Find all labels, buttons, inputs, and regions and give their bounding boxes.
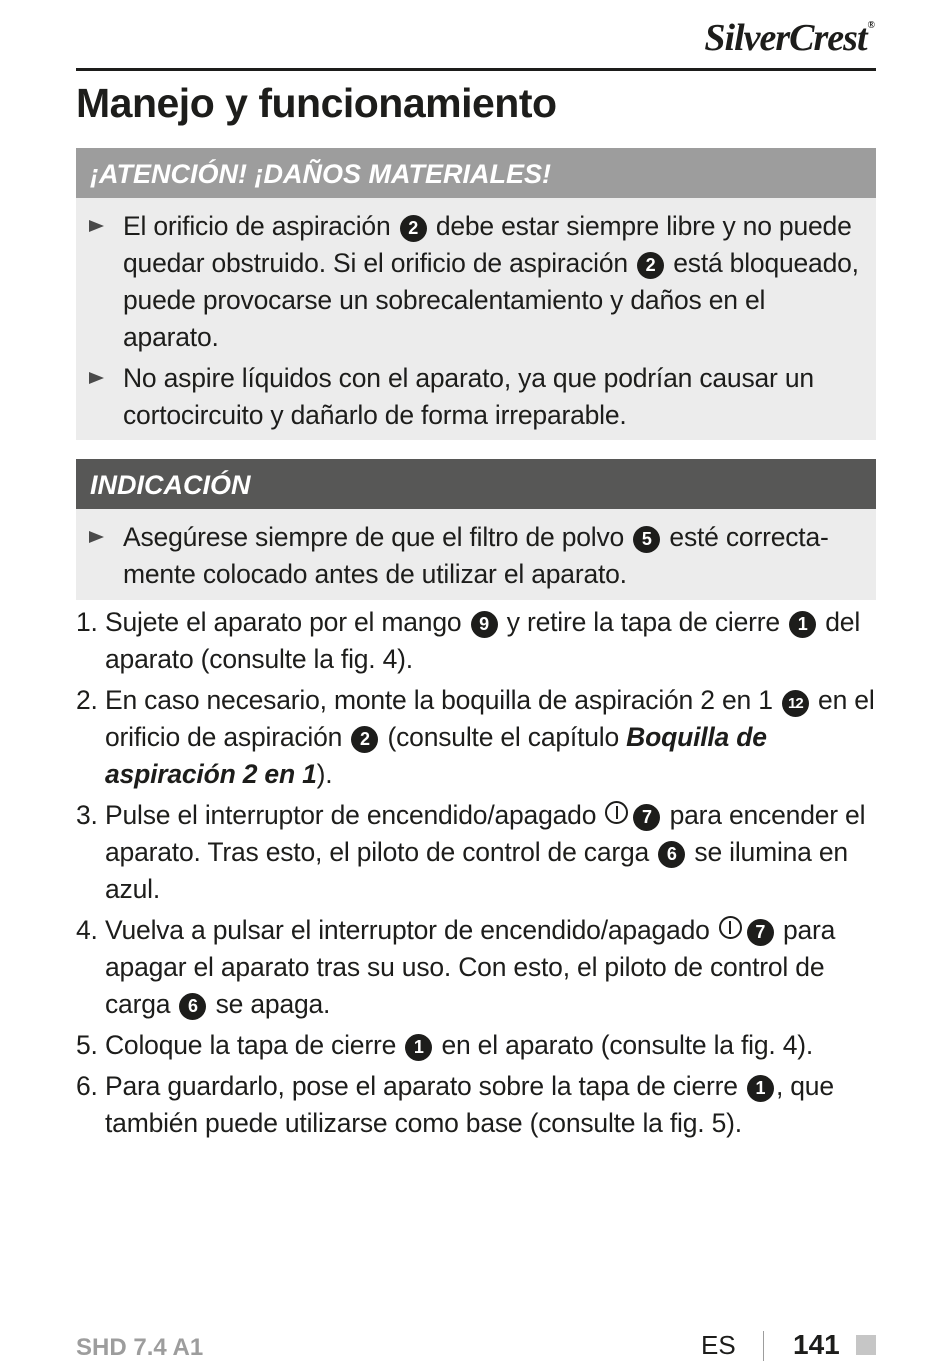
caution-bullet: El orificio de aspiración 2 debe estar siempre libre y no puede quedar obstruido. Si el orificio de aspiración 2 está bloqueado, puede provocarse un sobrecalentamiento y daños en el aparato. — [123, 208, 862, 356]
power-icon — [605, 801, 628, 824]
step-number: 1. — [76, 607, 98, 637]
footer-model: SHD 7.4 A1 — [76, 1334, 204, 1361]
caution-box — [76, 148, 876, 440]
note-box — [76, 459, 876, 600]
part-number-badge: 12 — [782, 690, 809, 717]
step-item: 4. Vuelva a pulsar el interruptor de encendido/apagado 7 para apagar el aparato tras su uso. Con esto, el piloto de control de carga 6 se apaga. — [76, 912, 882, 1023]
bullet-arrow-icon — [89, 220, 104, 232]
footer-square-marker — [856, 1335, 876, 1355]
step-item: 6. Para guardarlo, pose el aparato sobre la tapa de cierre 1 , que también puede utilizarse como base (consulte la fig. 5). — [76, 1068, 882, 1142]
caution-bullet-list — [76, 198, 876, 434]
caution-heading: ¡ATENCIÓN! ¡DAÑOS MATERIALES! — [76, 148, 876, 198]
brand-logo: SilverCrest® — [704, 17, 874, 59]
step-number: 4. — [76, 915, 98, 945]
step-number: 5. — [76, 1030, 98, 1060]
note-bullet: Asegúrese siempre de que el filtro de polvo 5 esté correcta-mente colocado antes de utilizar el aparato. — [123, 519, 862, 593]
step-item: 3. Pulse el interruptor de encendido/apagado 7 para encender el aparato. Tras esto, el piloto de control de carga 6 se ilumina en azul. — [76, 797, 882, 908]
part-number-badge: 6 — [179, 993, 206, 1020]
part-number-badge: 1 — [747, 1075, 774, 1102]
note-bullet-list — [76, 509, 876, 593]
page-number: 141 — [793, 1329, 840, 1360]
part-number-badge: 2 — [637, 252, 664, 279]
instruction-steps — [76, 604, 882, 1146]
step-item: 2. En caso necesario, monte la boquilla de aspiración 2 en 1 12 en el orificio de aspiración 2 (consulte el capítulo Boquilla de aspiración 2 en 1). — [76, 682, 882, 793]
step-item: 5. Coloque la tapa de cierre 1 en el aparato (consulte la fig. 4). — [76, 1027, 882, 1064]
power-icon — [719, 916, 742, 939]
part-number-badge: 7 — [747, 919, 774, 946]
part-number-badge: 2 — [351, 726, 378, 753]
note-heading: INDICACIÓN — [76, 459, 876, 509]
caution-bullet: No aspire líquidos con el aparato, ya que podrían causar un cortocircuito y dañarlo de forma irreparable. — [123, 360, 862, 434]
bullet-arrow-icon — [89, 531, 104, 543]
part-number-badge: 5 — [633, 526, 660, 553]
chapter-reference: Boquilla de aspiración 2 en 1 — [105, 722, 767, 789]
header-rule — [76, 68, 876, 71]
bullet-arrow-icon — [89, 372, 104, 384]
page-title: Manejo y funcionamiento — [76, 80, 557, 126]
step-number: 6. — [76, 1071, 98, 1101]
footer-language: ES — [701, 1330, 736, 1360]
part-number-badge: 2 — [400, 215, 427, 242]
part-number-badge: 7 — [633, 804, 660, 831]
step-number: 3. — [76, 800, 98, 830]
part-number-badge: 1 — [405, 1034, 432, 1061]
part-number-badge: 6 — [658, 841, 685, 868]
step-item: 1. Sujete el aparato por el mango 9 y retire la tapa de cierre 1 del aparato (consulte la fig. 4). — [76, 604, 882, 678]
part-number-badge: 1 — [789, 611, 816, 638]
step-number: 2. — [76, 685, 98, 715]
footer-separator — [763, 1331, 764, 1361]
part-number-badge: 9 — [471, 611, 498, 638]
